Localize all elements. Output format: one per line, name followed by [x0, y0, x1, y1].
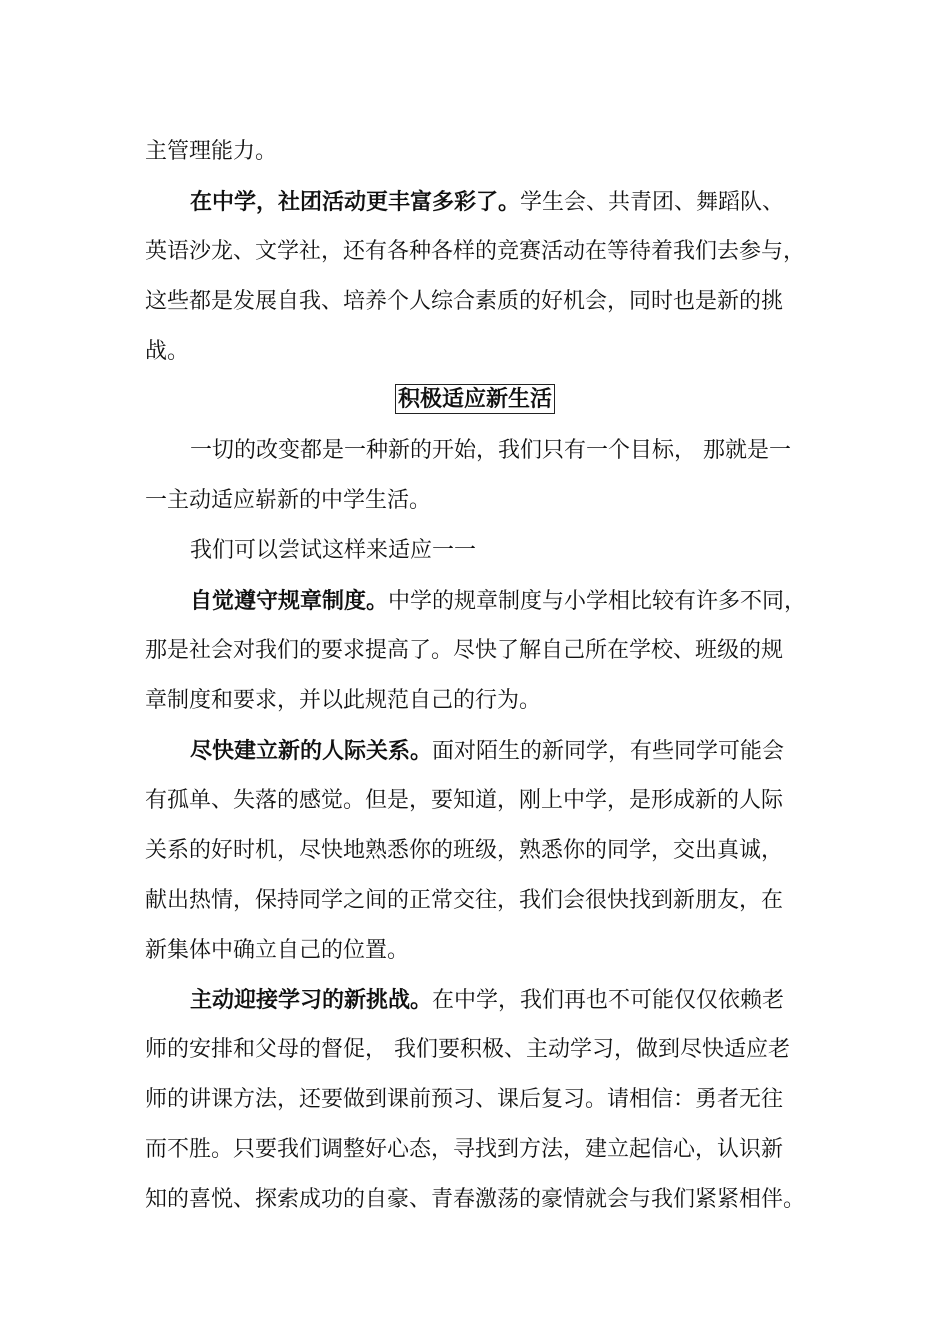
study-text: 在中学，我们再也不可能仅仅依赖老 — [432, 988, 785, 1013]
paragraph-line: 那是社会对我们的要求提高了。尽快了解自己所在学校、班级的规 — [145, 638, 784, 663]
paragraph-line: 一主动适应崭新的中学生活。 — [145, 488, 432, 513]
clubs-text: 学生会、共青团、舞蹈队、 — [520, 190, 785, 215]
paragraph-line: 新集体中确立自己的位置。 — [145, 938, 410, 963]
paragraph-rules-first-line — [190, 586, 825, 617]
section-heading: 积极适应新生活 — [395, 384, 555, 414]
paragraph-clubs-first-line — [190, 187, 825, 218]
paragraph-line: 有孤单、失落的感觉。但是，要知道，刚上中学，是形成新的人际 — [145, 788, 784, 813]
paragraph-study-first-line — [190, 985, 825, 1016]
paragraph-line: 知的喜悦、探索成功的自豪、青春激荡的豪情就会与我们紧紧相伴。 — [145, 1187, 806, 1212]
paragraph-line: 师的安排和父母的督促， 我们要积极、主动学习，做到尽快适应老 — [145, 1037, 790, 1062]
paragraph-line: 战。 — [145, 339, 190, 364]
relations-lead-sentence: 尽快建立新的人际关系。 — [190, 738, 433, 764]
paragraph-line: 主管理能力。 — [145, 139, 278, 164]
relations-text: 面对陌生的新同学，有些同学可能会 — [432, 739, 785, 764]
paragraph-line: 这些都是发展自我、培养个人综合素质的好机会，同时也是新的挑 — [145, 289, 784, 314]
rules-text: 中学的规章制度与小学相比较有许多不同， — [388, 589, 807, 614]
paragraph-line: 一切的改变都是一种新的开始，我们只有一个目标， 那就是一 — [190, 438, 791, 463]
paragraph-line: 师的讲课方法，还要做到课前预习、课后复习。请相信：勇者无往 — [145, 1087, 784, 1112]
rules-lead-sentence: 自觉遵守规章制度。 — [190, 588, 389, 614]
paragraph-line: 英语沙龙、文学社，还有各种各样的竞赛活动在等待着我们去参与， — [145, 239, 806, 264]
paragraph-relations-first-line — [190, 736, 825, 767]
study-lead-sentence: 主动迎接学习的新挑战。 — [190, 987, 433, 1013]
paragraph-line: 关系的好时机，尽快地熟悉你的班级，熟悉你的同学，交出真诚， — [145, 838, 784, 863]
paragraph-line: 我们可以尝试这样来适应一一 — [190, 538, 477, 563]
paragraph-line: 而不胜。只要我们调整好心态，寻找到方法，建立起信心，认识新 — [145, 1137, 784, 1162]
clubs-lead-sentence: 在中学，社团活动更丰富多彩了。 — [190, 189, 521, 215]
paragraph-line: 章制度和要求，并以此规范自己的行为。 — [145, 688, 542, 713]
paragraph-line: 献出热情，保持同学之间的正常交往，我们会很快找到新朋友，在 — [145, 888, 784, 913]
section-heading-container — [0, 384, 950, 414]
